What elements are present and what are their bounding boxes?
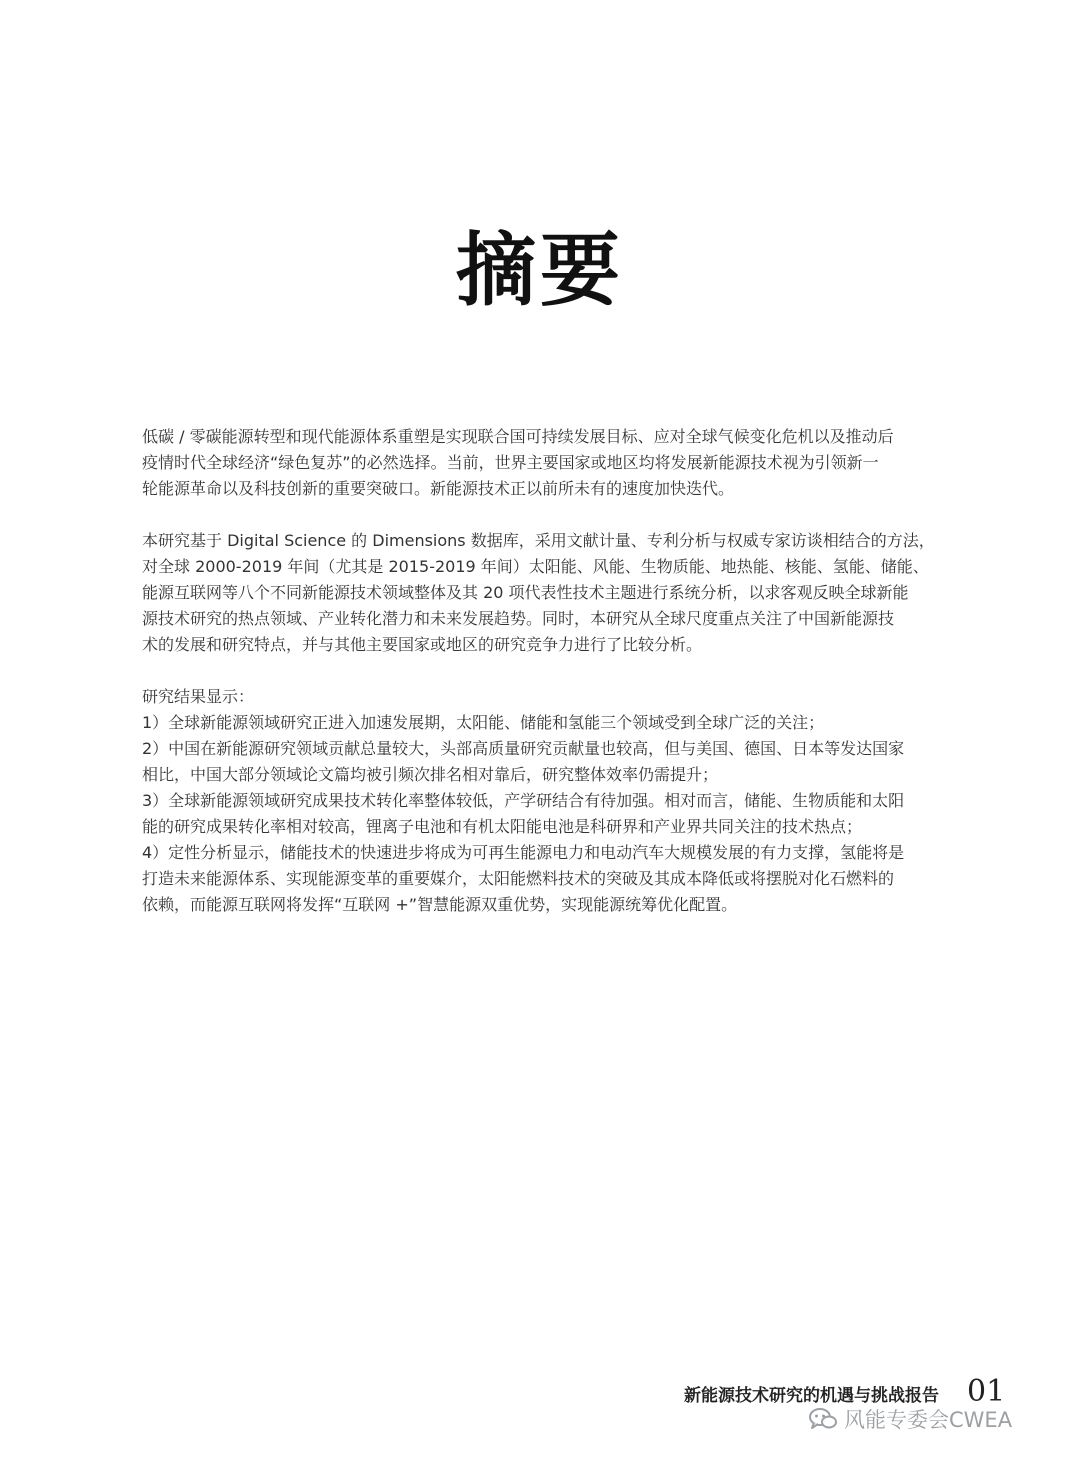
text-line: 术的发展和研究特点，并与其他主要国家或地区的研究竞争力进行了比较分析。: [142, 635, 703, 654]
watermark-text: 风能专委会CWEA: [844, 1408, 1013, 1432]
wechat-icon: [808, 1407, 838, 1431]
page-title: 摘要: [456, 223, 624, 317]
footer-report-title: 新能源技术研究的机遇与挑战报告: [684, 1386, 939, 1406]
text-line: 疫情时代全球经济“绿色复苏”的必然选择。当前，世界主要国家或地区均将发展新能源技术视为引领新一: [142, 453, 879, 472]
text-line: 本研究基于 Digital Science 的 Dimensions 数据库，采用文献计量、专利分析与权威专家访谈相结合的方法，: [142, 531, 935, 550]
text-line: 轮能源革命以及科技创新的重要突破口。新能源技术正以前所未有的速度加快迭代。: [142, 479, 735, 498]
text-line: 源技术研究的热点领域、产业转化潜力和未来发展趋势。同时，本研究从全球尺度重点关注了中国新能源技: [142, 609, 895, 628]
paragraph-intro: [142, 424, 942, 502]
text-line: 依赖，而能源互联网将发挥“互联网 +”智慧能源双重优势，实现能源统筹优化配置。: [142, 895, 738, 914]
text-line: 低碳 / 零碳能源转型和现代能源体系重塑是实现联合国可持续发展目标、应对全球气候变化危机以及推动后: [142, 427, 894, 446]
watermark: [808, 1404, 1012, 1434]
page-number: 01: [967, 1374, 1006, 1409]
paragraph-method: [142, 528, 942, 658]
text-line: 研究结果显示：: [142, 687, 255, 706]
text-line: 相比，中国大部分领域论文篇均被引频次排名相对靠后，研究整体效率仍需提升；: [142, 765, 719, 784]
text-line: 能源互联网等八个不同新能源技术领域整体及其 20 项代表性技术主题进行系统分析，以求客观反映全球新能: [142, 583, 909, 602]
text-line: 对全球 2000-2019 年间（尤其是 2015-2019 年间）太阳能、风能、生物质能、地热能、核能、氢能、储能、: [142, 557, 929, 576]
text-line: 3）全球新能源领域研究成果技术转化率整体较低，产学研结合有待加强。相对而言，储能、生物质能和太阳: [142, 791, 905, 810]
text-line: 4）定性分析显示，储能技术的快速进步将成为可再生能源电力和电动汽车大规模发展的有力支撑，氢能将是: [142, 843, 905, 862]
abstract-body: [142, 424, 942, 918]
text-line: 能的研究成果转化率相对较高，锂离子电池和有机太阳能电池是科研界和产业界共同关注的技术热点；: [142, 817, 863, 836]
text-line: 1）全球新能源领域研究正进入加速发展期，太阳能、储能和氢能三个领域受到全球广泛的关注；: [142, 713, 825, 732]
paragraph-findings: [142, 684, 942, 918]
text-line: 2）中国在新能源研究领域贡献总量较大，头部高质量研究贡献量也较高，但与美国、德国、日本等发达国家: [142, 739, 905, 758]
text-line: 打造未来能源体系、实现能源变革的重要媒介，太阳能燃料技术的突破及其成本降低或将摆脱对化石燃料的: [142, 869, 895, 888]
